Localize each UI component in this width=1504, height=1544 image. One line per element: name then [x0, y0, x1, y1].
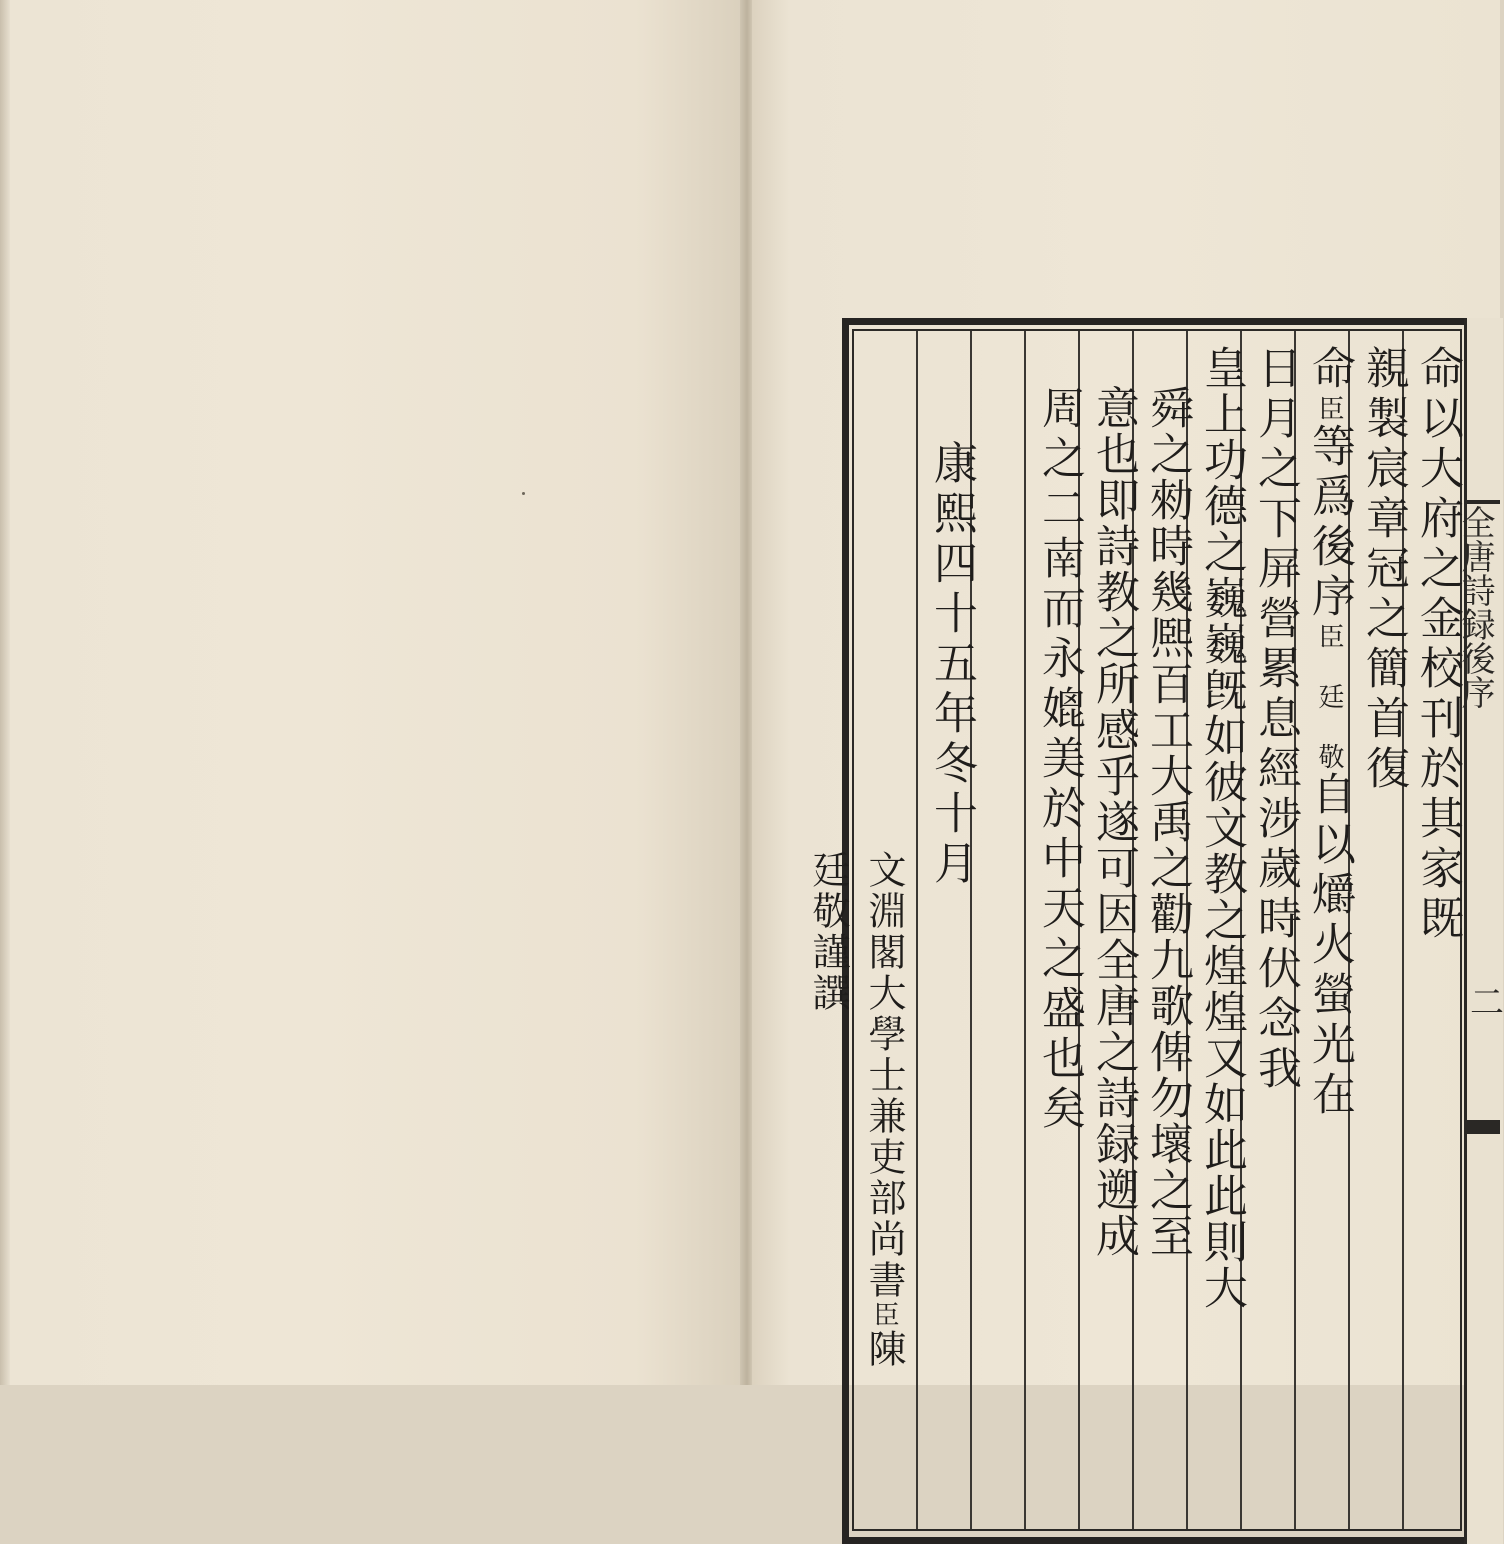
- column-text: 康熙四十五年冬十月: [926, 440, 977, 890]
- band-fishtail: [1464, 1120, 1500, 1134]
- text-column-2: [1355, 345, 1411, 795]
- text-column-8: [1031, 385, 1087, 1135]
- column-text: 命以大府之金校刊於其家既: [1412, 345, 1463, 945]
- column-text: 自以爝火螢光在: [1304, 771, 1355, 1121]
- column-text: 日月之下屏營累息經涉歲時伏念我: [1250, 345, 1301, 1095]
- column-text: 意也即詩教之所感乎遂可因全唐之詩録遡成: [1088, 385, 1139, 1259]
- band-divider: [1464, 500, 1500, 504]
- column-text: 命: [1304, 345, 1355, 395]
- column-text: 親製宸章冠之簡首復: [1358, 345, 1409, 795]
- band-title: 全唐詩録後序: [1455, 505, 1495, 709]
- paper-speck: [522, 492, 525, 495]
- text-column-5: [1193, 345, 1249, 1311]
- column-text: 等爲後序: [1304, 423, 1355, 623]
- column-text: 陳廷敬謹譔: [806, 850, 906, 1370]
- column-text-small: 臣 廷 敬: [1314, 623, 1344, 771]
- text-column-3: [1301, 345, 1357, 1121]
- column-text-small: 臣: [869, 1301, 899, 1329]
- column-text: 皇上功德之巍巍旣如彼文教之煌煌又如此此則大: [1196, 345, 1247, 1311]
- column-text: 舜之勑時幾熈百工大禹之勸九歌俾勿壞之至: [1142, 385, 1193, 1259]
- band-page-number: 二: [1470, 983, 1504, 1023]
- column-text: 周之二南而永媲美於中天之盛也矣: [1034, 385, 1085, 1135]
- column-rule: [916, 331, 918, 1529]
- left-page-edge: [0, 0, 10, 1385]
- text-column-4: [1247, 345, 1303, 1095]
- text-column-7: [1085, 385, 1141, 1259]
- column-text: 文淵閣大學士兼吏部尚書: [862, 850, 906, 1301]
- text-column-6: [1139, 385, 1195, 1259]
- text-column-11-signature: [806, 850, 912, 1385]
- text-column-10-date: [923, 440, 979, 890]
- column-rule: [1024, 331, 1026, 1529]
- left-page-blank: [0, 0, 748, 1385]
- column-text-small: 臣: [1314, 395, 1344, 423]
